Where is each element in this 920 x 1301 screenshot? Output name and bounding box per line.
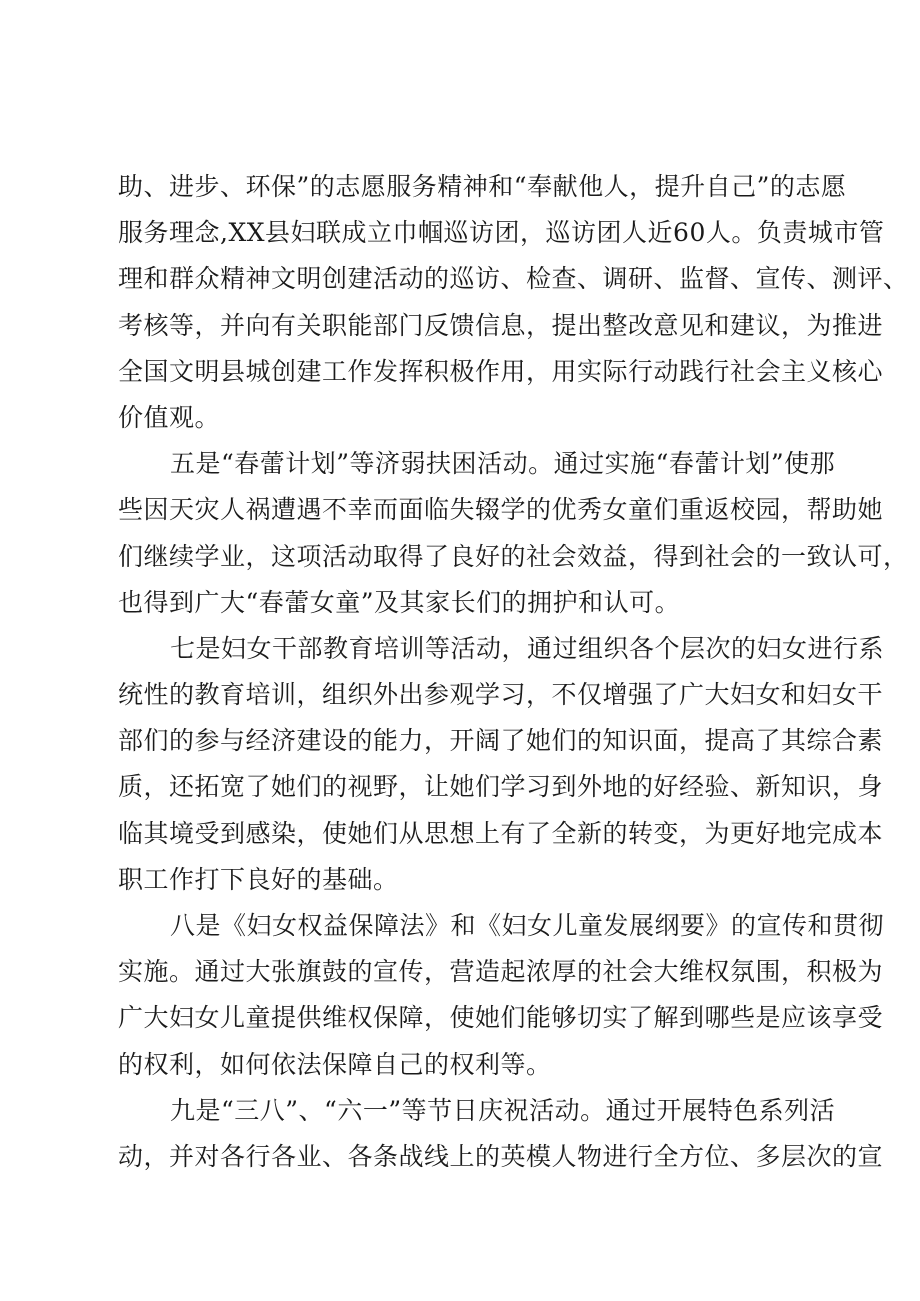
paragraph-p-seven — [118, 626, 885, 903]
text-line: 动，并对各行各业、各条战线上的英模人物进行全方位、多层次的宣 — [118, 1141, 884, 1171]
text-line: 也得到广大“春蕾女童”及其家长们的拥护和认可。 — [118, 587, 681, 617]
text-line: 临其境受到感染，使她们从思想上有了全新的转变，为更好地完成本 — [118, 818, 884, 848]
paragraph-p-volunteer — [118, 164, 909, 441]
text-line: 助、进步、环保”的志愿服务精神和“奉献他人，提升自己”的志愿 — [118, 172, 847, 201]
text-line: 价值观。 — [118, 402, 221, 432]
text-line: 七是妇女干部教育培训等活动，通过组织各个层次的妇女进行系 — [170, 633, 885, 663]
text-line: 职工作打下良好的基础。 — [118, 864, 399, 894]
text-line: 部们的参与经济建设的能力，开阔了她们的知识面，提高了其综合素 — [118, 726, 884, 756]
text-line: 八是《妇女权益保障法》和《妇女儿童发展纲要》的宣传和贯彻 — [170, 911, 885, 940]
text-line: 考核等，并向有关职能部门反馈信息，提出整改意见和建议，为推进 — [118, 310, 884, 340]
document-body — [118, 164, 909, 1180]
text-line: 的权利，如何依法保障自己的权利等。 — [118, 1049, 552, 1079]
text-line: 们继续学业，这项活动取得了良好的社会效益，得到社会的一致认可， — [118, 541, 909, 571]
text-line: 统性的教育培训，组织外出参观学习，不仅增强了广大妇女和妇女干 — [118, 680, 884, 710]
text-line: 些因天灾人祸遭遇不幸而面临失辍学的优秀女童们重返校园，帮助她 — [118, 495, 884, 525]
text-line: 五是“春蕾计划”等济弱扶困活动。通过实施“春蕾计划”使那 — [170, 449, 836, 479]
text-line: 全国文明县城创建工作发挥积极作用，用实际行动践行社会主义核心 — [118, 356, 884, 386]
text-line: 实施。通过大张旗鼓的宣传，营造起浓厚的社会大维权氛围，积极为 — [118, 957, 884, 987]
text-line: 质，还拓宽了她们的视野，让她们学习到外地的好经验、新知识，身 — [118, 772, 884, 802]
text-line: 九是“三八”、“六一”等节日庆祝活动。通过开展特色系列活 — [170, 1095, 836, 1125]
paragraph-p-eight — [118, 903, 885, 1088]
text-line: 广大妇女儿童提供维权保障，使她们能够切实了解到哪些是应该享受 — [118, 1003, 884, 1033]
text-line: 服务理念,XX县妇联成立巾帼巡访团，巡访团人近60人。负责城市管 — [118, 218, 885, 248]
paragraph-p-nine — [118, 1088, 884, 1180]
paragraph-p-five — [118, 441, 909, 626]
text-line: 理和群众精神文明创建活动的巡访、检查、调研、监督、宣传、测评、 — [118, 264, 909, 294]
